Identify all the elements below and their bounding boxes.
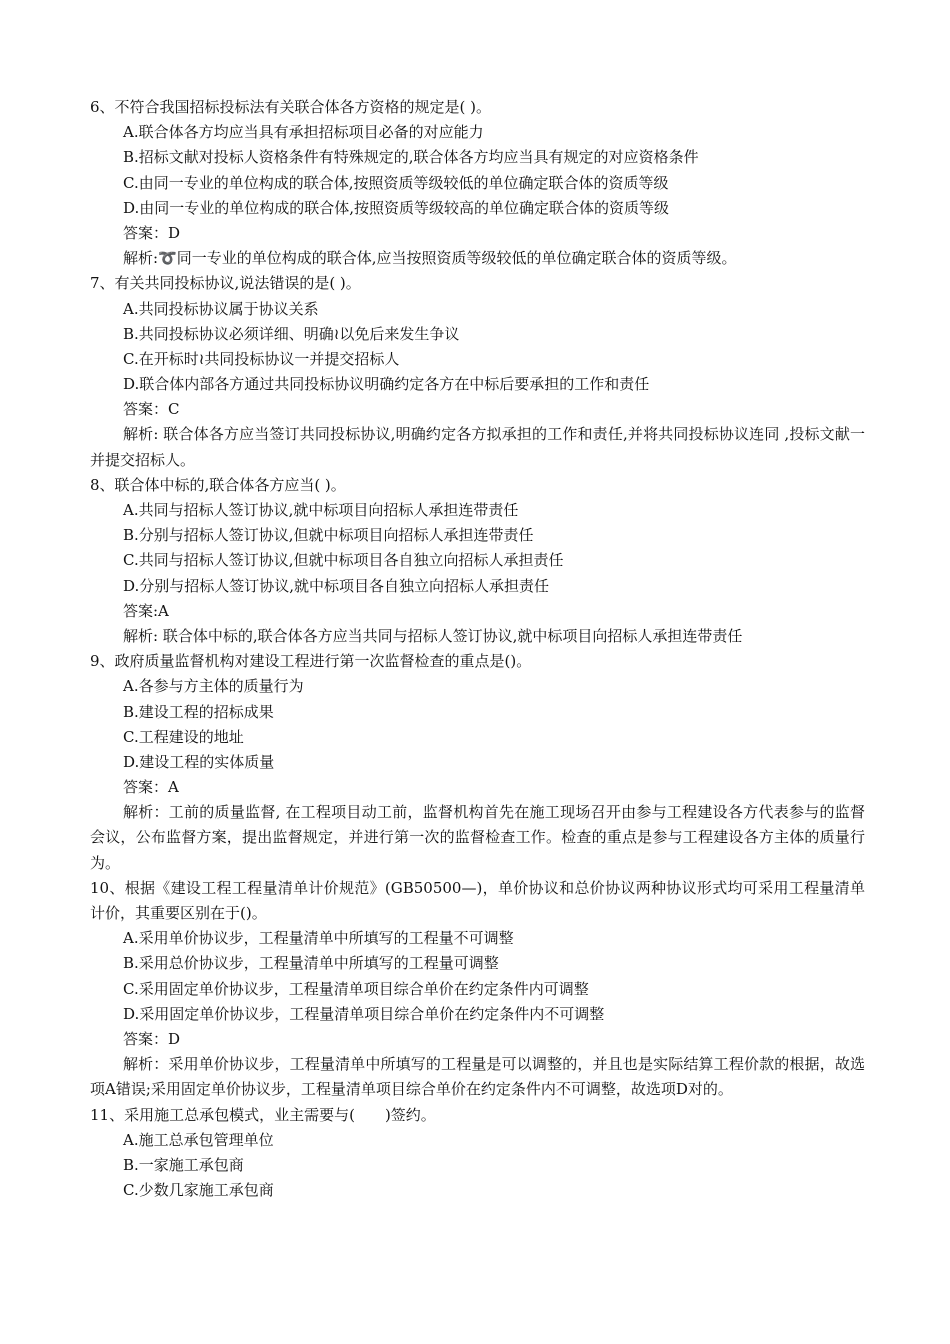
option-a: A.采用单价协议步，工程量清单中所填写的工程量不可调整 xyxy=(123,929,514,948)
answer: 答案：D xyxy=(123,223,181,242)
option-b: B.共同投标协议必须详细、明确≀以免后来发生争议 xyxy=(123,324,460,343)
option-c: C.采用固定单价协议步，工程量清单项目综合单价在约定条件内可调整 xyxy=(123,979,589,998)
option-a: A.共同与招标人签订协议,就中标项目向招标人承担连带责任 xyxy=(123,501,519,520)
option-d: D.分别与招标人签订协议,就中标项目各自独立向招标人承担责任 xyxy=(123,576,550,595)
option-a: A.联合体各方均应当具有承担招标项目必备的对应能力 xyxy=(123,123,484,142)
option-c: C.由同一专业的单位构成的联合体,按照资质等级较低的单位确定联合体的资质等级 xyxy=(123,173,669,192)
answer: 答案：D xyxy=(123,1030,181,1049)
question-stem: 8、联合体中标的,联合体各方应当( )。 xyxy=(90,475,346,494)
answer: 答案:A xyxy=(123,601,169,620)
document-page xyxy=(90,95,865,1203)
question-stem: 11、采用施工总承包模式，业主需要与( )签约。 xyxy=(90,1105,436,1124)
analysis: 解析: 联合体各方应当签订共同投标协议,明确约定各方拟承担的工作和责任,并将共同投标协议连同 ,投标文献一并提交招标人。 xyxy=(90,425,865,469)
option-c: C.共同与招标人签订协议,但就中标项目各自独立向招标人承担责任 xyxy=(123,551,564,570)
analysis: 解析：工前的质量监督, 在工程项目动工前，监督机构首先在施工现场召开由参与工程建设各方代表参与的监督会议，公布监督方案，提出监督规定，并进行第一次的监督检查工作。检查的重点是参与工程建设各方主体的质量行为。 xyxy=(90,803,865,872)
option-c: C.在开标时≀共同投标协议一并提交招标人 xyxy=(123,349,400,368)
question-stem: 10、根据《建设工程工程量清单计价规范》(GB50500—)，单价协议和总价协议两种协议形式均可采用工程量清单计价，其重要区别在于()。 xyxy=(90,878,865,923)
option-a: A.各参与方主体的质量行为 xyxy=(123,677,304,696)
analysis: 解析:➰同一专业的单位构成的联合体,应当按照资质等级较低的单位确定联合体的资质等级。 xyxy=(123,249,737,268)
option-d: D.采用固定单价协议步，工程量清单项目综合单价在约定条件内不可调整 xyxy=(123,1004,605,1023)
analysis: 解析：采用单价协议步，工程量清单中所填写的工程量是可以调整的，并且也是实际结算工程价款的根据，故选项A错误;采用固定单价协议步，工程量清单项目综合单价在约定条件内不可调整，故选项D对的。 xyxy=(90,1055,865,1099)
option-b: B.采用总价协议步，工程量清单中所填写的工程量可调整 xyxy=(123,954,499,973)
option-b: B.分别与招标人签订协议,但就中标项目向招标人承担连带责任 xyxy=(123,526,534,545)
question-stem: 7、有关共同投标协议,说法错误的是( )。 xyxy=(90,274,361,293)
option-b: B.一家施工承包商 xyxy=(123,1156,244,1175)
option-a: A.施工总承包管理单位 xyxy=(123,1130,274,1149)
question-stem: 9、政府质量监督机构对建设工程进行第一次监督检查的重点是()。 xyxy=(90,652,532,671)
answer: 答案：C xyxy=(123,400,180,419)
option-c: C.工程建设的地址 xyxy=(123,727,244,746)
option-d: D.由同一专业的单位构成的联合体,按照资质等级较高的单位确定联合体的资质等级 xyxy=(123,198,670,217)
option-b: B.招标文献对投标人资格条件有特殊规定的,联合体各方均应当具有规定的对应资格条件 xyxy=(123,148,699,167)
option-a: A.共同投标协议属于协议关系 xyxy=(123,299,319,318)
option-b: B.建设工程的招标成果 xyxy=(123,702,274,721)
option-d: D.联合体内部各方通过共同投标协议明确约定各方在中标后要承担的工作和责任 xyxy=(123,375,650,394)
answer: 答案：A xyxy=(123,778,179,797)
option-d: D.建设工程的实体质量 xyxy=(123,752,275,771)
option-c: C.少数几家施工承包商 xyxy=(123,1181,274,1200)
analysis: 解析: 联合体中标的,联合体各方应当共同与招标人签订协议,就中标项目向招标人承担连带责任 xyxy=(123,626,743,645)
question-stem: 6、不符合我国招标投标法有关联合体各方资格的规定是( )。 xyxy=(90,98,492,116)
